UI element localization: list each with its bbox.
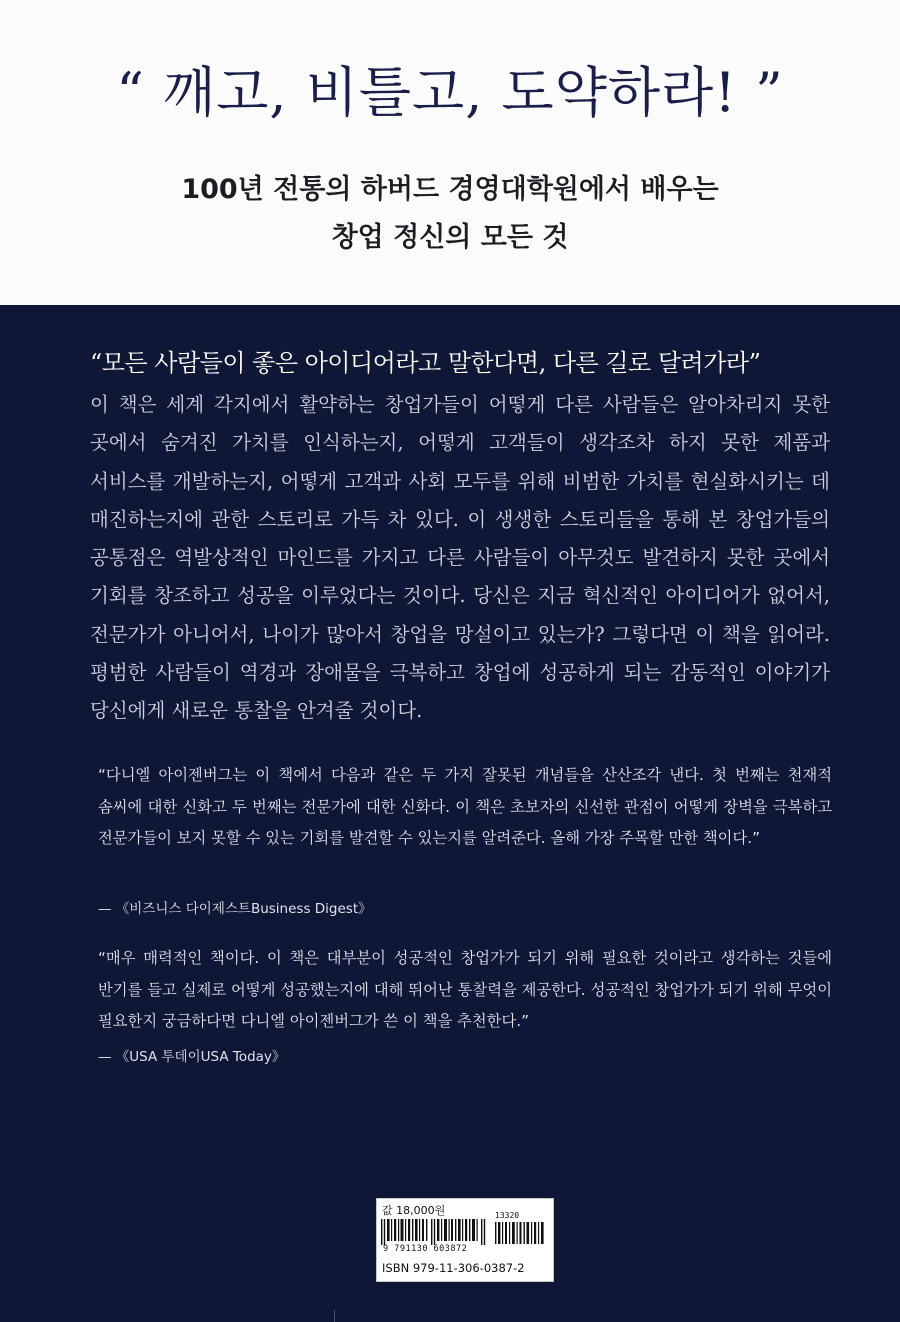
subtitle-line-1: 100년 전통의 하버드 경영대학원에서 배우는: [181, 174, 719, 205]
isbn-label: ISBN 979-11-306-0387-2: [382, 1261, 525, 1275]
cover-headline: “ 깨고, 비틀고, 도약하라! ”: [116, 61, 784, 124]
addon-code: 13320: [495, 1211, 520, 1220]
cover-top-panel: [0, 0, 900, 305]
lead-quote: “모든 사람들이 좋은 아이디어라고 말한다면, 다른 길로 달려가라”: [90, 349, 761, 377]
cover-subtitle: [0, 166, 900, 262]
addon-barcode-icon: [495, 1222, 545, 1244]
review-business-digest: “다니엘 아이젠버그는 이 책에서 다음과 같은 두 가지 잘못된 개념들을 산산조각 낸다. 첫 번째는 천재적 솜씨에 대한 신화고 두 번째는 전문가에 대한 신화다. 이 책은 초보자의 신선한 관점이 어떻게 장벽을 극복하고 전문가들이 보지 못할 수 있는 기회를 발견할 수 있는지를 알려준다. 올해 가장 주목할 만한 책이다.”: [98, 766, 832, 847]
barcode-box: [376, 1198, 554, 1282]
subtitle-line-2: 창업 정신의 모든 것: [331, 222, 569, 253]
ean-barcode-icon: [381, 1219, 489, 1245]
intro-paragraph: 이 책은 세계 각지에서 활약하는 창업가들이 어떻게 다른 사람들은 알아차리지 못한 곳에서 숨겨진 가치를 인식하는지, 어떻게 고객들이 생각조차 하지 못한 제품과 서비스를 개발하는지, 어떻게 고객과 사회 모두를 위해 비범한 가치를 현실화시키는 데 매진하는지에 관한 스토리로 가득 차 있다. 이 생생한 스토리들을 통해 본 창업가들의 공통점은 역발상적인 마인드를 가지고 다른 사람들이 아무것도 발견하지 못한 곳에서 기회를 창조하고 성공을 이루었다는 것이다. 당신은 지금 혁신적인 아이디어가 없어서, 전문가가 아니어서, 나이가 많아서 창업을 망설이고 있는가? 그렇다면 이 책을 읽어라. 평범한 사람들이 역경과 장애물을 극복하고 창업에 성공하게 되는 감동적인 이야기가 당신에게 새로운 통찰을 안겨줄 것이다.: [90, 393, 830, 723]
ean-digits: 9 791130 603872: [383, 1244, 468, 1254]
review-source-business-digest: — 《비즈니스 다이제스트Business Digest》: [98, 901, 372, 917]
review-usa-today: “매우 매력적인 책이다. 이 책은 대부분이 성공적인 창업가가 되기 위해 필요한 것이라고 생각하는 것들에 반기를 들고 실제로 어떻게 성공했는지에 대해 뛰어난 통찰력을 제공한다. 성공적인 창업가가 되기 위해 무엇이 필요한지 궁금하다면 다니엘 아이젠버그가 쓴 이 책을 추천한다.”: [98, 949, 832, 1030]
price-label: 값 18,000원: [382, 1204, 446, 1217]
review-source-usa-today: — 《USA 투데이USA Today》: [98, 1049, 286, 1065]
crease-mark: [334, 1310, 335, 1322]
